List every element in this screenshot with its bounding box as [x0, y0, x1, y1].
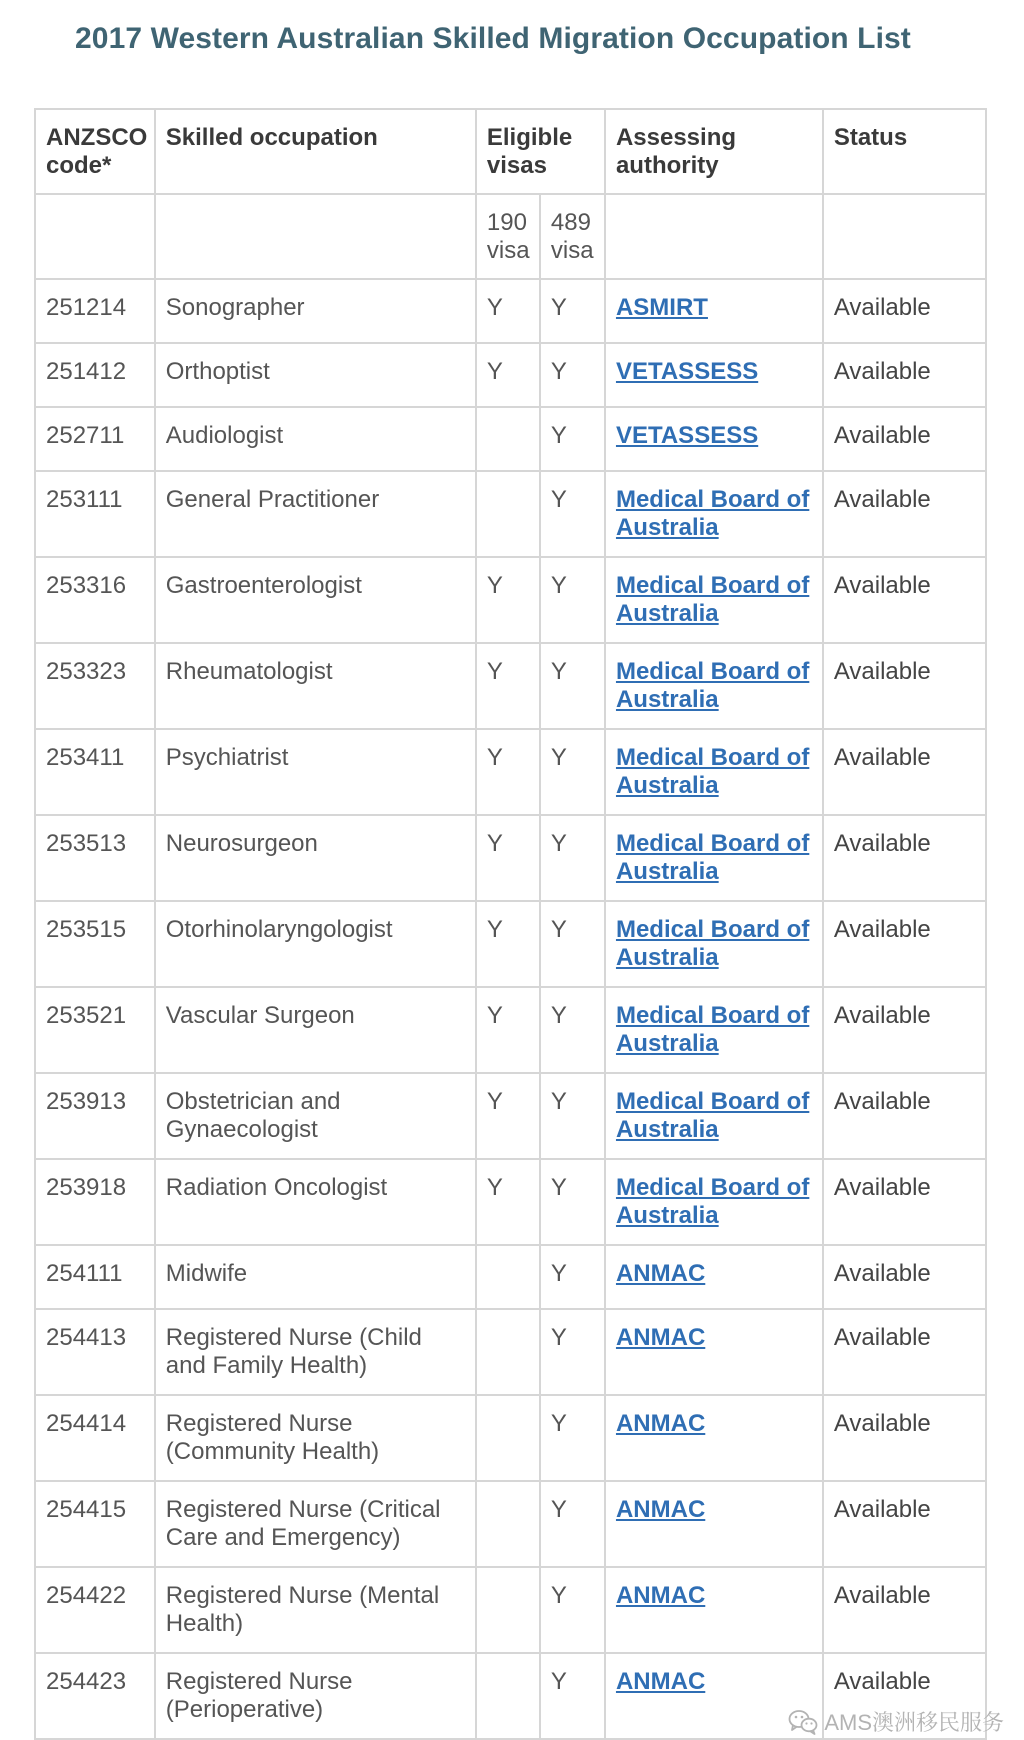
occupation-cell: Registered Nurse (Child and Family Health) — [155, 1309, 476, 1395]
occupation-cell: Psychiatrist — [155, 729, 476, 815]
code-cell: 254414 — [35, 1395, 155, 1481]
visa-489-cell: Y — [540, 279, 605, 343]
visa-190-cell: Y — [476, 1159, 540, 1245]
visa-190-cell: Y — [476, 343, 540, 407]
visa-489-cell: Y — [540, 1395, 605, 1481]
code-cell: 251214 — [35, 279, 155, 343]
authority-link[interactable]: ANMAC — [615, 1582, 706, 1609]
header-eligible-visas: Eligible visas — [476, 109, 605, 194]
code-cell: 252711 — [35, 407, 155, 471]
visa-489-cell: Y — [540, 343, 605, 407]
visa-190-cell: Y — [476, 901, 540, 987]
subheader-489-visa: 489 visa — [540, 194, 605, 279]
authority-cell — [605, 279, 823, 343]
visa-190-cell — [476, 1567, 540, 1653]
subheader-empty-occupation — [155, 194, 476, 279]
authority-cell — [605, 1073, 823, 1159]
occupation-cell: Registered Nurse (Perioperative) — [155, 1653, 476, 1739]
authority-cell — [605, 1395, 823, 1481]
table-row — [35, 343, 986, 407]
authority-link[interactable]: Medical Board of Australia — [615, 486, 810, 541]
table-subheader-row — [35, 194, 986, 279]
visa-190-cell: Y — [476, 1073, 540, 1159]
status-cell: Available — [823, 1159, 986, 1245]
visa-190-cell: Y — [476, 729, 540, 815]
code-cell: 254423 — [35, 1653, 155, 1739]
occupation-cell: Midwife — [155, 1245, 476, 1309]
authority-cell — [605, 901, 823, 987]
code-cell: 253411 — [35, 729, 155, 815]
visa-489-cell: Y — [540, 557, 605, 643]
code-cell: 253521 — [35, 987, 155, 1073]
status-cell: Available — [823, 557, 986, 643]
table-row — [35, 471, 986, 557]
visa-190-cell — [476, 1395, 540, 1481]
authority-cell — [605, 1309, 823, 1395]
visa-190-cell — [476, 1481, 540, 1567]
authority-cell — [605, 471, 823, 557]
occupation-cell: General Practitioner — [155, 471, 476, 557]
authority-link[interactable]: VETASSESS — [615, 422, 759, 449]
subheader-190-visa: 190 visa — [476, 194, 540, 279]
authority-link[interactable]: Medical Board of Australia — [615, 658, 810, 713]
authority-link[interactable]: ANMAC — [615, 1260, 706, 1287]
authority-link[interactable]: Medical Board of Australia — [615, 1002, 810, 1057]
visa-190-cell: Y — [476, 987, 540, 1073]
authority-cell — [605, 643, 823, 729]
code-cell: 254111 — [35, 1245, 155, 1309]
visa-489-cell: Y — [540, 1653, 605, 1739]
occupation-cell: Obstetrician and Gynaecologist — [155, 1073, 476, 1159]
code-cell: 253323 — [35, 643, 155, 729]
occupation-cell: Sonographer — [155, 279, 476, 343]
visa-190-cell — [476, 1245, 540, 1309]
table-row — [35, 1395, 986, 1481]
visa-489-cell: Y — [540, 643, 605, 729]
authority-cell — [605, 557, 823, 643]
code-cell: 253918 — [35, 1159, 155, 1245]
status-cell: Available — [823, 729, 986, 815]
visa-489-cell: Y — [540, 815, 605, 901]
visa-489-cell: Y — [540, 1567, 605, 1653]
visa-489-cell: Y — [540, 1073, 605, 1159]
status-cell: Available — [823, 407, 986, 471]
occupation-cell: Gastroenterologist — [155, 557, 476, 643]
table-row — [35, 1245, 986, 1309]
occupation-cell: Vascular Surgeon — [155, 987, 476, 1073]
visa-190-cell — [476, 1653, 540, 1739]
authority-cell — [605, 343, 823, 407]
code-cell: 254413 — [35, 1309, 155, 1395]
status-cell: Available — [823, 471, 986, 557]
header-anzsco-code: ANZSCO code* — [35, 109, 155, 194]
code-cell: 251412 — [35, 343, 155, 407]
authority-cell — [605, 407, 823, 471]
occupation-cell: Otorhinolaryngologist — [155, 901, 476, 987]
authority-link[interactable]: Medical Board of Australia — [615, 1174, 810, 1229]
table-row — [35, 279, 986, 343]
authority-link[interactable]: ANMAC — [615, 1324, 706, 1351]
authority-link[interactable]: ANMAC — [615, 1496, 706, 1523]
status-cell: Available — [823, 1567, 986, 1653]
header-assessing-authority: Assessing authority — [605, 109, 823, 194]
visa-489-cell: Y — [540, 1159, 605, 1245]
occupation-table — [34, 108, 987, 1740]
status-cell: Available — [823, 1481, 986, 1567]
authority-cell — [605, 1245, 823, 1309]
header-skilled-occupation: Skilled occupation — [155, 109, 476, 194]
visa-489-cell: Y — [540, 407, 605, 471]
status-cell: Available — [823, 279, 986, 343]
table-row — [35, 1073, 986, 1159]
subheader-empty-code — [35, 194, 155, 279]
occupation-cell: Registered Nurse (Critical Care and Emergency) — [155, 1481, 476, 1567]
authority-link[interactable]: Medical Board of Australia — [615, 830, 810, 885]
subheader-empty-authority — [605, 194, 823, 279]
authority-cell — [605, 815, 823, 901]
occupation-cell: Neurosurgeon — [155, 815, 476, 901]
code-cell: 253513 — [35, 815, 155, 901]
table-row — [35, 987, 986, 1073]
table-row — [35, 901, 986, 987]
status-cell: Available — [823, 1395, 986, 1481]
visa-489-cell: Y — [540, 1245, 605, 1309]
table-row — [35, 1159, 986, 1245]
visa-489-cell: Y — [540, 729, 605, 815]
visa-489-cell: Y — [540, 987, 605, 1073]
status-cell: Available — [823, 815, 986, 901]
code-cell: 253316 — [35, 557, 155, 643]
authority-cell — [605, 1159, 823, 1245]
authority-cell — [605, 1481, 823, 1567]
status-cell: Available — [823, 1653, 986, 1739]
code-cell: 254422 — [35, 1567, 155, 1653]
authority-link[interactable]: VETASSESS — [615, 358, 759, 385]
status-cell: Available — [823, 343, 986, 407]
visa-190-cell — [476, 1309, 540, 1395]
visa-190-cell: Y — [476, 279, 540, 343]
occupation-cell: Audiologist — [155, 407, 476, 471]
watermark — [788, 1706, 1004, 1737]
visa-190-cell: Y — [476, 815, 540, 901]
status-cell: Available — [823, 901, 986, 987]
occupation-cell: Registered Nurse (Community Health) — [155, 1395, 476, 1481]
wechat-icon — [788, 1709, 818, 1735]
authority-link[interactable]: Medical Board of Australia — [615, 744, 810, 799]
code-cell: 253515 — [35, 901, 155, 987]
visa-489-cell: Y — [540, 1481, 605, 1567]
visa-190-cell — [476, 471, 540, 557]
authority-link[interactable]: Medical Board of Australia — [615, 1088, 810, 1143]
visa-489-cell: Y — [540, 1309, 605, 1395]
table-row — [35, 1309, 986, 1395]
visa-190-cell: Y — [476, 643, 540, 729]
visa-489-cell: Y — [540, 471, 605, 557]
code-cell: 254415 — [35, 1481, 155, 1567]
authority-link[interactable]: ASMIRT — [615, 294, 708, 321]
authority-link[interactable]: ANMAC — [615, 1410, 706, 1437]
occupation-cell: Orthoptist — [155, 343, 476, 407]
page-title: 2017 Western Australian Skilled Migration Occupation List — [75, 22, 911, 55]
header-status: Status — [823, 109, 986, 194]
occupation-cell: Radiation Oncologist — [155, 1159, 476, 1245]
occupation-cell: Registered Nurse (Mental Health) — [155, 1567, 476, 1653]
code-cell: 253913 — [35, 1073, 155, 1159]
table-header-row — [35, 109, 986, 194]
authority-cell — [605, 987, 823, 1073]
code-cell: 253111 — [35, 471, 155, 557]
authority-link[interactable]: ANMAC — [615, 1668, 706, 1695]
authority-cell — [605, 729, 823, 815]
status-cell: Available — [823, 1073, 986, 1159]
status-cell: Available — [823, 987, 986, 1073]
table-row — [35, 815, 986, 901]
authority-cell — [605, 1567, 823, 1653]
table-row — [35, 729, 986, 815]
visa-489-cell: Y — [540, 901, 605, 987]
visa-190-cell — [476, 407, 540, 471]
status-cell: Available — [823, 1245, 986, 1309]
table-row — [35, 643, 986, 729]
watermark-text: AMS澳洲移民服务 — [824, 1710, 1004, 1735]
authority-link[interactable]: Medical Board of Australia — [615, 572, 810, 627]
occupation-cell: Rheumatologist — [155, 643, 476, 729]
table-row — [35, 1481, 986, 1567]
table-row — [35, 407, 986, 471]
status-cell: Available — [823, 1309, 986, 1395]
visa-190-cell: Y — [476, 557, 540, 643]
subheader-empty-status — [823, 194, 986, 279]
table-row — [35, 557, 986, 643]
authority-link[interactable]: Medical Board of Australia — [615, 916, 810, 971]
status-cell: Available — [823, 643, 986, 729]
table-row — [35, 1567, 986, 1653]
